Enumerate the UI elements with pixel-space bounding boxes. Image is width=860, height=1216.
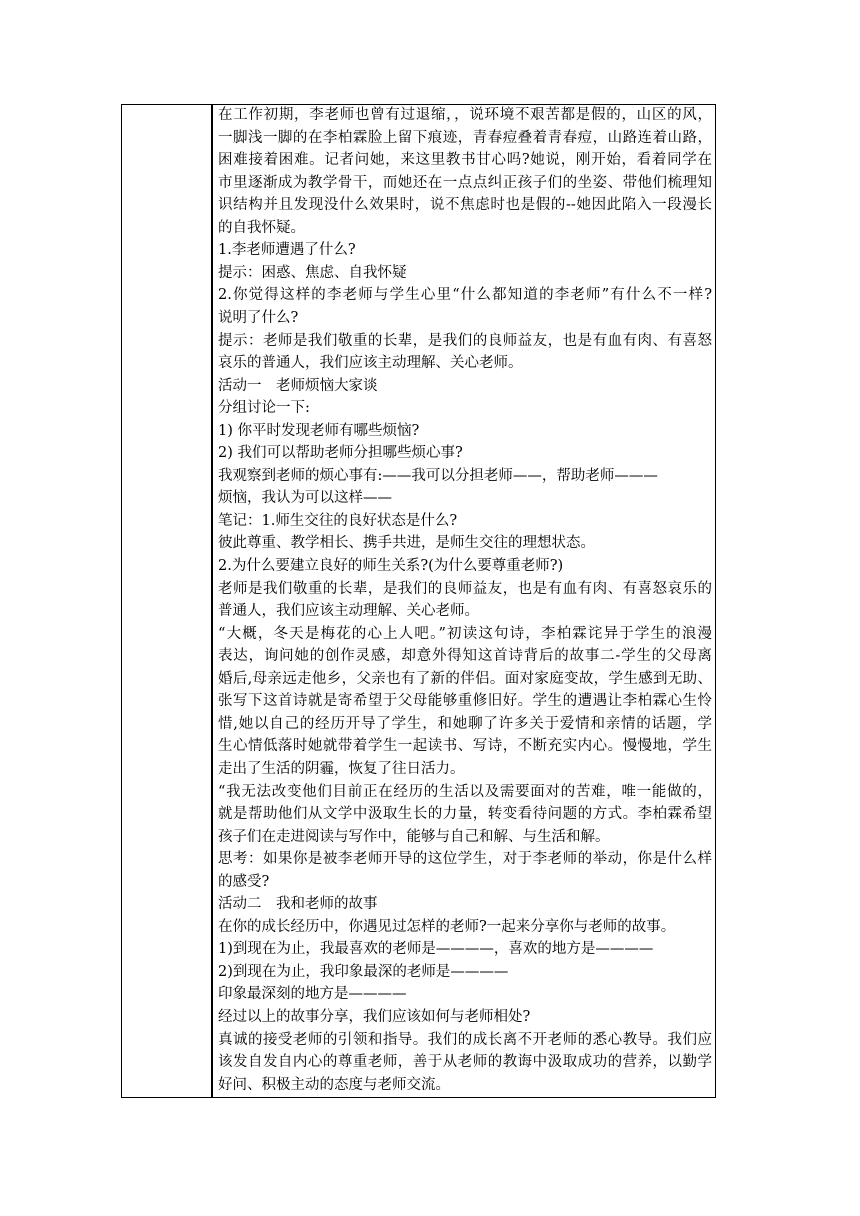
text-line: 2) 我们可以帮助老师分担哪些烦心事? bbox=[218, 445, 463, 462]
text-line: 1.李老师遭遇了什么? bbox=[218, 242, 356, 259]
text-line: 提示：老师是我们敬重的长辈，是我们的良师益友，也是有血有肉、有喜怒 bbox=[218, 332, 712, 349]
text-line: 婚后,母亲远走他乡，父亲也有了新的伴侣。面对家庭变故，学生感到无助、 bbox=[218, 670, 712, 687]
text-line: 的感受? bbox=[218, 873, 270, 890]
text-line: 的自我怀疑。 bbox=[218, 219, 305, 236]
text-line: 张写下这首诗就是寄希望于父母能够重修旧好。学生的遭遇让李柏霖心生怜 bbox=[218, 693, 712, 710]
text-line: 走出了生活的阴霾，恢复了往日活力。 bbox=[218, 760, 465, 777]
text-line: 彼此尊重、教学相长、携手共进，是师生交往的理想状态。 bbox=[218, 535, 595, 552]
text-line: 在工作初期，李老师也曾有过退缩，，说环境不艰苦都是假的，山区的风， bbox=[218, 107, 712, 123]
text-line: 活动二 我和老师的故事 bbox=[218, 896, 378, 913]
text-line: 提示：困惑、焦虑、自我怀疑 bbox=[218, 264, 407, 281]
text-line: 2.你觉得这样的李老师与学生心里“什么都知道的李老师”有什么不一样? bbox=[218, 287, 712, 304]
text-line: 真诚的接受老师的引领和指导。我们的成长离不开老师的悉心教导。我们应 bbox=[218, 1031, 712, 1048]
text-line: 1) 你平时发现老师有哪些烦恼? bbox=[218, 422, 420, 439]
text-line: 困难接着困难。记者问她，来这里教书甘心吗?她说，刚开始，看着同学在 bbox=[218, 152, 712, 169]
column-divider-right bbox=[212, 105, 213, 1097]
text-line: 2.为什么要建立良好的师生关系?(为什么要尊重老师?) bbox=[218, 558, 564, 574]
text-line: 活动一 老师烦恼大家谈 bbox=[218, 377, 378, 394]
text-line: 表达，询问她的创作灵感，却意外得知这首诗背后的故事二-学生的父母离 bbox=[218, 648, 712, 665]
text-line: 我观察到老师的烦心事有:——我可以分担老师——，帮助老师——— bbox=[218, 467, 658, 484]
text-line: 分组讨论一下: bbox=[218, 400, 310, 417]
lesson-table bbox=[121, 104, 716, 1098]
text-line: 惜,她以自己的经历开导了学生，和她聊了许多关于爱情和亲情的话题，学 bbox=[218, 715, 712, 732]
text-line: 烦恼，我认为可以这样—— bbox=[218, 490, 392, 507]
text-line: “我无法改变他们目前正在经历的生活以及需要面对的苦难，唯一能做的， bbox=[218, 783, 712, 800]
text-line: 笔记：1.师生交往的良好状态是什么? bbox=[218, 512, 458, 529]
text-line: 该发自发自内心的尊重老师，善于从老师的教诲中汲取成功的营养，以勤学 bbox=[218, 1054, 712, 1071]
text-line: 普通人，我们应该主动理解、关心老师。 bbox=[218, 603, 479, 620]
text-line: 生心情低落时她就带着学生一起读书、写诗，不断充实内心。慢慢地，学生 bbox=[218, 738, 712, 755]
text-line: 好问、积极主动的态度与老师交流。 bbox=[218, 1076, 450, 1093]
text-line: 经过以上的故事分享，我们应该如何与老师相处? bbox=[218, 1009, 531, 1025]
text-line: 孩子们在走进阅读与写作中，能够与自己和解、与生活和解。 bbox=[218, 828, 610, 845]
text-line: 思考：如果你是被李老师开导的这位学生，对于李老师的举动，你是什么样 bbox=[218, 851, 712, 868]
text-line: 就是帮助他们从文学中汲取生长的力量，转变看待问题的方式。李柏霖希望 bbox=[218, 806, 712, 823]
text-line: 老师是我们敬重的长辈，是我们的良师益友，也是有血有肉、有喜怒哀乐的 bbox=[218, 580, 712, 597]
text-line: 1)到现在为止，我最喜欢的老师是————，喜欢的地方是———— bbox=[218, 941, 654, 958]
text-line: “大概，冬天是梅花的心上人吧。”初读这句诗，李柏霖诧异于学生的浪漫 bbox=[218, 625, 712, 642]
text-line: 2)到现在为止，我印象最深的老师是———— bbox=[218, 963, 509, 980]
text-line: 识结构并且发现没什么效果时，说不焦虑时也是假的--她因此陷入一段漫长 bbox=[218, 197, 712, 214]
text-line: 市里逐渐成为教学骨干，而她还在一点点纠正孩子们的坐姿、带他们梳理知 bbox=[218, 174, 712, 191]
text-line: 一脚浅一脚的在李柏霖脸上留下痕迹，青春痘叠着青春痘，山路连着山路， bbox=[218, 129, 712, 146]
lesson-content-cell bbox=[218, 105, 712, 1097]
text-line: 哀乐的普通人，我们应该主动理解、关心老师。 bbox=[218, 355, 523, 372]
text-line: 说明了什么? bbox=[218, 309, 299, 326]
text-line: 在你的成长经历中，你遇见过怎样的老师?一起来分享你与老师的故事。 bbox=[218, 918, 676, 935]
text-line: 印象最深刻的地方是———— bbox=[218, 986, 407, 1003]
